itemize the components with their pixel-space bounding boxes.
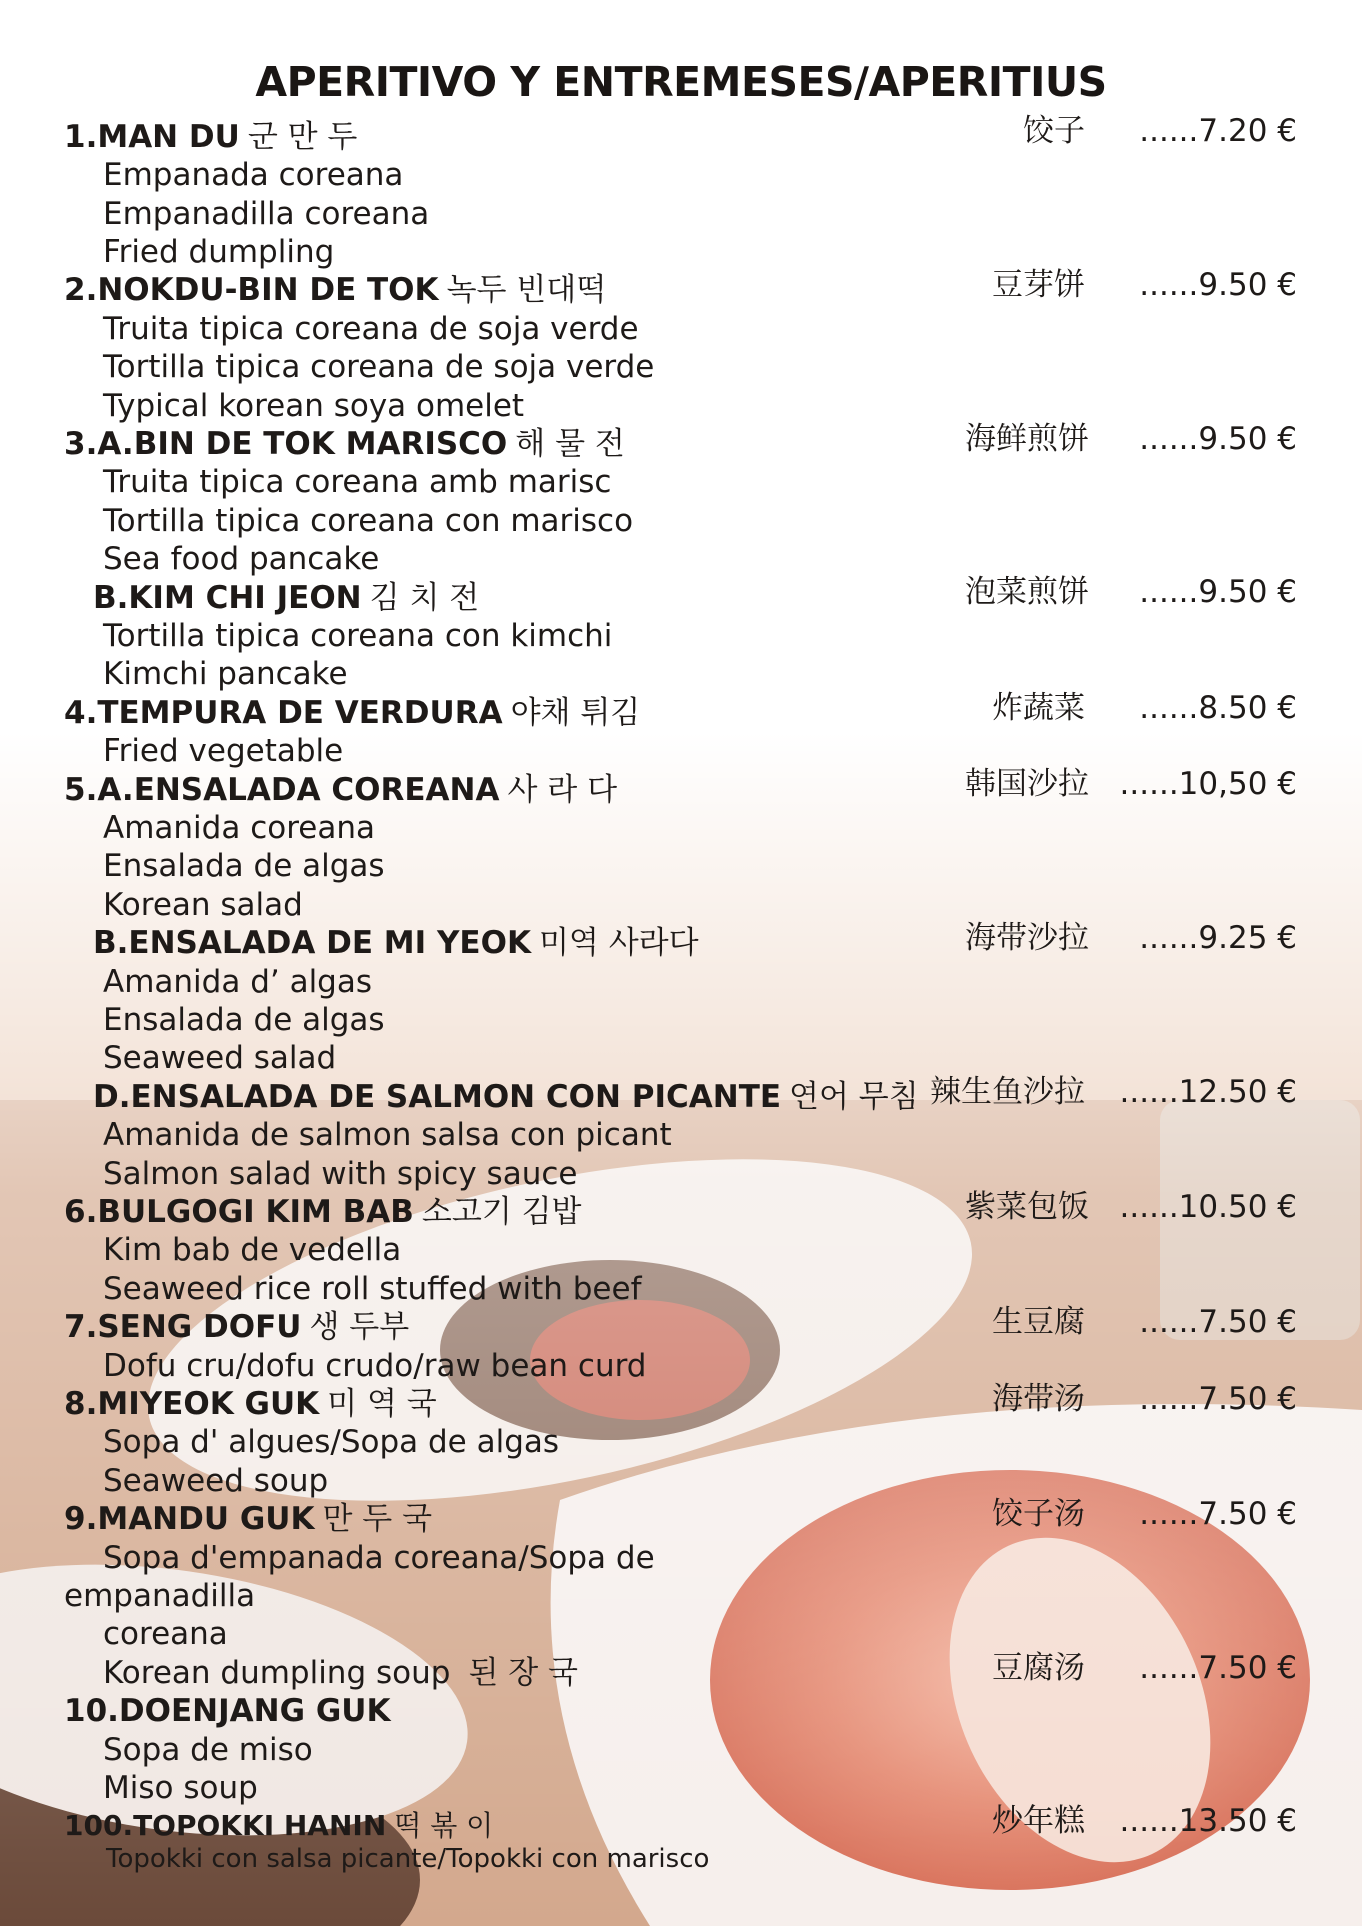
dish-description: Miso soup xyxy=(103,1770,258,1806)
dish-price: ......13.50 € xyxy=(1119,1803,1297,1839)
dish-description: Topokki con salsa picante/Topokki con marisco xyxy=(106,1844,710,1874)
dish-description: Tortilla tipica coreana con kimchi xyxy=(103,618,613,654)
korean-name: 생 두부 xyxy=(309,1309,410,1345)
menu-item-name xyxy=(64,1193,582,1231)
korean-name: 미 역 국 xyxy=(327,1386,437,1422)
dish-description: Kimchi pancake xyxy=(103,656,348,692)
dish-description: Salmon salad with spicy sauce xyxy=(103,1156,578,1192)
menu-item-name xyxy=(64,1500,432,1538)
korean-name: 된 장 국 xyxy=(468,1655,578,1691)
dish-name: 2.NOKDU-BIN DE TOK xyxy=(64,272,439,308)
dish-price: ......9.25 € xyxy=(1139,920,1297,956)
dish-description: Sea food pancake xyxy=(103,541,380,577)
dish-description: Truita tipica coreana amb marisc xyxy=(103,464,612,500)
korean-name: 김 치 전 xyxy=(369,580,480,616)
menu-item-name xyxy=(93,924,699,962)
menu-item-name xyxy=(64,771,617,809)
dish-description: Empanadilla coreana xyxy=(103,196,430,232)
dish-name: 3.A.BIN DE TOK MARISCO xyxy=(64,426,508,462)
menu-title: APERITIVO Y ENTREMESES/APERITIUS xyxy=(255,58,1107,106)
menu-item-name xyxy=(64,1385,437,1423)
korean-name: 미역 사라다 xyxy=(538,925,699,961)
chinese-name: 海鲜煎饼 xyxy=(965,421,1089,457)
dish-description: Seaweed salad xyxy=(103,1040,337,1076)
dish-description: Amanida d’ algas xyxy=(103,964,373,1000)
dish-price: ......7.50 € xyxy=(1139,1381,1297,1417)
dish-name: 100.TOPOKKI HANIN xyxy=(64,1809,387,1842)
korean-name: 사 라 다 xyxy=(507,772,618,808)
dish-name: 6.BULGOGI KIM BAB xyxy=(64,1194,414,1230)
chinese-name: 炸蔬菜 xyxy=(992,690,1085,726)
dish-description: Amanida de salmon salsa con picant xyxy=(103,1117,672,1153)
dish-price: ......7.20 € xyxy=(1139,113,1297,149)
dish-description: Tortilla tipica coreana con marisco xyxy=(103,503,634,539)
dish-description: Sopa d' algues/Sopa de algas xyxy=(103,1424,560,1460)
menu-item-name xyxy=(64,1692,390,1730)
korean-name: 녹두 빈대떡 xyxy=(446,272,607,308)
dish-name: 7.SENG DOFU xyxy=(64,1309,302,1345)
dish-description: Dofu cru/dofu crudo/raw bean curd xyxy=(103,1348,647,1384)
dish-description: empanadilla xyxy=(64,1578,256,1614)
chinese-name: 炒年糕 xyxy=(992,1803,1085,1839)
menu-item-name xyxy=(93,1078,919,1116)
dish-description: Sopa de miso xyxy=(103,1732,313,1768)
dish-description: Truita tipica coreana de soja verde xyxy=(103,311,639,347)
chinese-name: 饺子汤 xyxy=(992,1496,1085,1532)
korean-name: 해 물 전 xyxy=(515,426,625,462)
dish-description: Fried vegetable xyxy=(103,733,344,769)
korean-name: 연어 무침 xyxy=(789,1079,919,1115)
chinese-name: 海带汤 xyxy=(992,1381,1085,1417)
dish-name: D.ENSALADA DE SALMON CON PICANTE xyxy=(93,1079,782,1115)
dish-description: Tortilla tipica coreana de soja verde xyxy=(103,349,655,385)
chinese-name: 豆芽饼 xyxy=(992,267,1085,303)
korean-name: 소고기 김밥 xyxy=(421,1194,582,1230)
chinese-name: 辣生鱼沙拉 xyxy=(930,1074,1085,1110)
dish-description: Fried dumpling xyxy=(103,234,335,270)
dish-name: 4.TEMPURA DE VERDURA xyxy=(64,695,503,731)
dish-description: Sopa d'empanada coreana/Sopa de xyxy=(103,1540,655,1576)
dish-description: Kim bab de vedella xyxy=(103,1232,402,1268)
chinese-name: 饺子 xyxy=(1023,113,1085,149)
chinese-name: 海带沙拉 xyxy=(965,920,1089,956)
korean-name: 만 두 국 xyxy=(322,1501,433,1537)
dish-description: Korean salad xyxy=(103,887,303,923)
menu-item-name xyxy=(64,118,357,156)
korean-name: 떡 볶 이 xyxy=(394,1809,494,1842)
dish-price: ......7.50 € xyxy=(1139,1650,1297,1686)
dish-description: Ensalada de algas xyxy=(103,1002,385,1038)
dish-price: ......10,50 € xyxy=(1119,766,1297,802)
dish-price: ......9.50 € xyxy=(1139,421,1297,457)
dish-name: 5.A.ENSALADA COREANA xyxy=(64,772,500,808)
menu-item-name xyxy=(64,694,640,732)
menu-item-name xyxy=(64,425,625,463)
dish-name: 1.MAN DU xyxy=(64,119,240,155)
menu-item-name xyxy=(64,271,606,309)
chinese-name: 豆腐汤 xyxy=(992,1650,1085,1686)
chinese-name: 韩国沙拉 xyxy=(965,766,1089,802)
chinese-name: 泡菜煎饼 xyxy=(965,574,1089,610)
dish-name: B.KIM CHI JEON xyxy=(93,580,362,616)
dish-price: ......7.50 € xyxy=(1139,1304,1297,1340)
dish-price: ......7.50 € xyxy=(1139,1496,1297,1532)
dish-description: Amanida coreana xyxy=(103,810,375,846)
dish-name: B.ENSALADA DE MI YEOK xyxy=(93,925,531,961)
dish-name: 10.DOENJANG GUK xyxy=(64,1693,391,1729)
chinese-name: 紫菜包饭 xyxy=(965,1189,1089,1225)
dish-description: Empanada coreana xyxy=(103,157,404,193)
dish-price: ......10.50 € xyxy=(1119,1189,1297,1225)
dish-price: ......9.50 € xyxy=(1139,574,1297,610)
dish-name: 8.MIYEOK GUK xyxy=(64,1386,320,1422)
dish-description: coreana xyxy=(103,1616,228,1652)
dish-description: Seaweed soup xyxy=(103,1463,329,1499)
dish-price: ......8.50 € xyxy=(1139,690,1297,726)
menu-item-name xyxy=(93,579,479,617)
dish-price: ......12.50 € xyxy=(1119,1074,1297,1110)
dish-description xyxy=(103,1654,578,1692)
chinese-name: 生豆腐 xyxy=(992,1304,1085,1340)
dish-description: Typical korean soya omelet xyxy=(103,388,525,424)
description-text: Korean dumpling soup xyxy=(103,1655,451,1691)
dish-name: 9.MANDU GUK xyxy=(64,1501,315,1537)
dish-description: Seaweed rice roll stuffed with beef xyxy=(103,1271,642,1307)
korean-name: 야채 튀김 xyxy=(510,695,641,731)
dish-price: ......9.50 € xyxy=(1139,267,1297,303)
dish-description: Ensalada de algas xyxy=(103,848,385,884)
korean-name: 군 만 두 xyxy=(247,119,358,155)
menu-item-name xyxy=(64,1308,409,1346)
